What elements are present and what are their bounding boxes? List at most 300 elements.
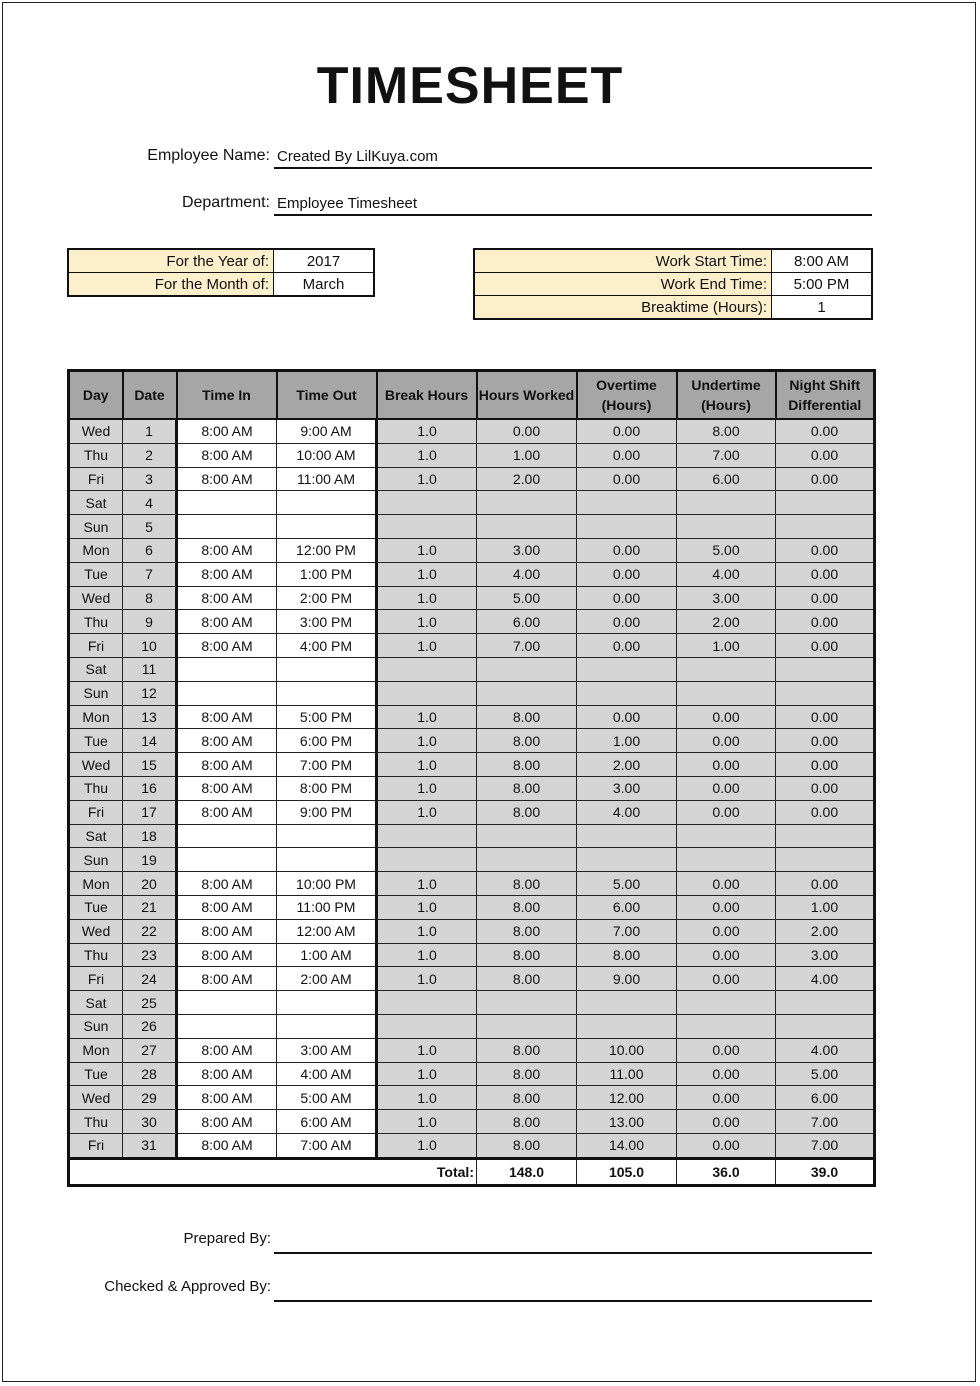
cell-time-out[interactable]: 10:00 PM <box>277 872 377 896</box>
cell-break-hours: 1.0 <box>377 967 477 991</box>
cell-overtime: 2.00 <box>577 753 677 777</box>
cell-time-out[interactable]: 1:00 PM <box>277 562 377 586</box>
cell-time-out[interactable]: 3:00 PM <box>277 610 377 634</box>
total-label: Total: <box>69 1158 477 1185</box>
department-row <box>0 194 980 218</box>
cell-undertime: 0.00 <box>677 943 776 967</box>
cell-date: 14 <box>123 729 177 753</box>
work-end-value[interactable]: 5:00 PM <box>772 273 873 296</box>
cell-time-out[interactable]: 6:00 AM <box>277 1110 377 1134</box>
table-row <box>69 657 875 681</box>
cell-overtime: 10.00 <box>577 1038 677 1062</box>
cell-time-in[interactable] <box>177 848 277 872</box>
table-row <box>69 443 875 467</box>
column-header-day: Day <box>69 371 123 420</box>
table-row <box>69 610 875 634</box>
table-row <box>69 538 875 562</box>
table-row <box>69 729 875 753</box>
cell-time-in[interactable]: 8:00 AM <box>177 562 277 586</box>
cell-night-shift: 0.00 <box>776 419 875 443</box>
cell-time-in[interactable]: 8:00 AM <box>177 919 277 943</box>
table-row <box>69 681 875 705</box>
cell-date: 30 <box>123 1110 177 1134</box>
table-row <box>69 991 875 1015</box>
total-night-shift: 39.0 <box>776 1158 875 1185</box>
table-row <box>69 1062 875 1086</box>
cell-overtime <box>577 515 677 539</box>
table-row <box>69 562 875 586</box>
cell-time-out[interactable] <box>277 848 377 872</box>
cell-break-hours: 1.0 <box>377 634 477 658</box>
cell-time-in[interactable]: 8:00 AM <box>177 1038 277 1062</box>
cell-undertime: 6.00 <box>677 467 776 491</box>
cell-overtime: 1.00 <box>577 729 677 753</box>
cell-time-in[interactable]: 8:00 AM <box>177 586 277 610</box>
cell-break-hours: 1.0 <box>377 895 477 919</box>
year-value[interactable]: 2017 <box>274 249 375 273</box>
cell-hours-worked: 8.00 <box>477 776 577 800</box>
cell-night-shift <box>776 515 875 539</box>
cell-time-in[interactable]: 8:00 AM <box>177 610 277 634</box>
cell-undertime: 0.00 <box>677 1133 776 1158</box>
cell-time-in[interactable] <box>177 681 277 705</box>
cell-night-shift: 6.00 <box>776 1086 875 1110</box>
cell-undertime: 0.00 <box>677 1038 776 1062</box>
cell-undertime <box>677 848 776 872</box>
cell-hours-worked: 3.00 <box>477 538 577 562</box>
cell-date: 20 <box>123 872 177 896</box>
cell-night-shift: 0.00 <box>776 776 875 800</box>
cell-day: Wed <box>69 586 123 610</box>
cell-break-hours: 1.0 <box>377 586 477 610</box>
table-row <box>69 634 875 658</box>
cell-time-out[interactable]: 10:00 AM <box>277 443 377 467</box>
cell-undertime <box>677 991 776 1015</box>
cell-day: Thu <box>69 943 123 967</box>
breaktime-label: Breaktime (Hours): <box>474 296 772 320</box>
cell-time-in[interactable]: 8:00 AM <box>177 967 277 991</box>
cell-day: Fri <box>69 967 123 991</box>
cell-time-in[interactable] <box>177 1014 277 1038</box>
cell-time-out[interactable]: 5:00 PM <box>277 705 377 729</box>
cell-day: Sat <box>69 991 123 1015</box>
cell-undertime: 0.00 <box>677 967 776 991</box>
column-header-break-hours: Break Hours <box>377 371 477 420</box>
cell-overtime: 0.00 <box>577 586 677 610</box>
cell-hours-worked: 8.00 <box>477 800 577 824</box>
column-header-night-shift-differential: Night Shift Differential <box>776 371 875 420</box>
cell-break-hours: 1.0 <box>377 705 477 729</box>
cell-break-hours: 1.0 <box>377 1038 477 1062</box>
cell-overtime: 4.00 <box>577 800 677 824</box>
cell-time-in[interactable]: 8:00 AM <box>177 467 277 491</box>
cell-night-shift: 0.00 <box>776 872 875 896</box>
prepared-by-row <box>0 1230 980 1254</box>
cell-break-hours: 1.0 <box>377 419 477 443</box>
cell-date: 31 <box>123 1133 177 1158</box>
table-row <box>69 895 875 919</box>
cell-break-hours: 1.0 <box>377 1062 477 1086</box>
cell-break-hours: 1.0 <box>377 538 477 562</box>
cell-undertime: 0.00 <box>677 1062 776 1086</box>
cell-time-in[interactable]: 8:00 AM <box>177 800 277 824</box>
cell-date: 16 <box>123 776 177 800</box>
cell-undertime: 5.00 <box>677 538 776 562</box>
cell-night-shift: 3.00 <box>776 943 875 967</box>
table-row <box>69 919 875 943</box>
cell-day: Sun <box>69 848 123 872</box>
total-overtime: 105.0 <box>577 1158 677 1185</box>
month-label: For the Month of: <box>68 273 274 297</box>
cell-break-hours <box>377 515 477 539</box>
cell-undertime: 0.00 <box>677 895 776 919</box>
cell-overtime: 0.00 <box>577 467 677 491</box>
cell-undertime: 0.00 <box>677 872 776 896</box>
breaktime-value[interactable]: 1 <box>772 296 873 320</box>
cell-day: Sat <box>69 657 123 681</box>
cell-night-shift: 4.00 <box>776 1038 875 1062</box>
cell-break-hours: 1.0 <box>377 943 477 967</box>
cell-time-in[interactable] <box>177 491 277 515</box>
cell-night-shift <box>776 824 875 848</box>
table-header-row <box>69 371 875 420</box>
cell-undertime <box>677 1014 776 1038</box>
cell-time-out[interactable]: 11:00 AM <box>277 467 377 491</box>
department-label: Department: <box>181 194 270 211</box>
cell-day: Thu <box>69 443 123 467</box>
cell-date: 28 <box>123 1062 177 1086</box>
column-header-undertime-hours: Undertime (Hours) <box>677 371 776 420</box>
cell-day: Thu <box>69 610 123 634</box>
cell-time-in[interactable]: 8:00 AM <box>177 538 277 562</box>
cell-time-in[interactable] <box>177 657 277 681</box>
cell-undertime <box>677 491 776 515</box>
cell-time-in[interactable]: 8:00 AM <box>177 1062 277 1086</box>
employee-name-field[interactable]: Created By LilKuya.com <box>274 147 872 169</box>
cell-time-in[interactable]: 8:00 AM <box>177 753 277 777</box>
table-row <box>69 1086 875 1110</box>
cell-undertime: 0.00 <box>677 1110 776 1134</box>
approved-by-signature-line[interactable] <box>274 1300 872 1302</box>
cell-hours-worked: 8.00 <box>477 1110 577 1134</box>
cell-night-shift <box>776 991 875 1015</box>
cell-night-shift: 0.00 <box>776 586 875 610</box>
cell-hours-worked: 8.00 <box>477 1038 577 1062</box>
cell-night-shift: 0.00 <box>776 705 875 729</box>
cell-night-shift: 0.00 <box>776 729 875 753</box>
table-row <box>69 848 875 872</box>
cell-date: 5 <box>123 515 177 539</box>
column-header-time-out: Time Out <box>277 371 377 420</box>
table-row <box>69 753 875 777</box>
cell-overtime: 0.00 <box>577 705 677 729</box>
cell-overtime: 7.00 <box>577 919 677 943</box>
cell-break-hours: 1.0 <box>377 1110 477 1134</box>
cell-break-hours: 1.0 <box>377 729 477 753</box>
cell-overtime <box>577 657 677 681</box>
cell-night-shift: 0.00 <box>776 753 875 777</box>
cell-day: Wed <box>69 419 123 443</box>
period-table <box>67 248 375 297</box>
cell-hours-worked <box>477 491 577 515</box>
cell-day: Thu <box>69 776 123 800</box>
work-start-label: Work Start Time: <box>474 249 772 273</box>
table-row <box>69 705 875 729</box>
cell-day: Wed <box>69 753 123 777</box>
cell-undertime: 7.00 <box>677 443 776 467</box>
cell-date: 7 <box>123 562 177 586</box>
cell-time-out[interactable]: 2:00 AM <box>277 967 377 991</box>
cell-overtime: 5.00 <box>577 872 677 896</box>
cell-break-hours <box>377 824 477 848</box>
cell-day: Mon <box>69 872 123 896</box>
cell-date: 25 <box>123 991 177 1015</box>
table-row <box>69 419 875 443</box>
year-label: For the Year of: <box>68 249 274 273</box>
cell-overtime: 8.00 <box>577 943 677 967</box>
cell-time-out[interactable]: 6:00 PM <box>277 729 377 753</box>
column-header-hours-worked: Hours Worked <box>477 371 577 420</box>
cell-time-out[interactable] <box>277 824 377 848</box>
cell-night-shift: 5.00 <box>776 1062 875 1086</box>
cell-undertime <box>677 657 776 681</box>
cell-time-in[interactable]: 8:00 AM <box>177 776 277 800</box>
cell-time-in[interactable]: 8:00 AM <box>177 1133 277 1158</box>
cell-time-in[interactable]: 8:00 AM <box>177 419 277 443</box>
cell-time-in[interactable]: 8:00 AM <box>177 1086 277 1110</box>
cell-time-out[interactable] <box>277 991 377 1015</box>
cell-day: Tue <box>69 895 123 919</box>
cell-night-shift: 0.00 <box>776 538 875 562</box>
cell-time-in[interactable] <box>177 991 277 1015</box>
cell-undertime <box>677 681 776 705</box>
employee-name-row <box>0 147 980 171</box>
cell-date: 3 <box>123 467 177 491</box>
cell-time-out[interactable] <box>277 491 377 515</box>
cell-break-hours: 1.0 <box>377 610 477 634</box>
total-undertime: 36.0 <box>677 1158 776 1185</box>
table-row <box>69 586 875 610</box>
cell-time-out[interactable]: 9:00 PM <box>277 800 377 824</box>
cell-time-out[interactable]: 4:00 PM <box>277 634 377 658</box>
cell-overtime: 3.00 <box>577 776 677 800</box>
cell-undertime: 8.00 <box>677 419 776 443</box>
cell-time-out[interactable]: 7:00 AM <box>277 1133 377 1158</box>
column-header-time-in: Time In <box>177 371 277 420</box>
cell-night-shift: 0.00 <box>776 562 875 586</box>
page-title: TIMESHEET <box>316 57 624 115</box>
cell-hours-worked: 8.00 <box>477 872 577 896</box>
cell-night-shift <box>776 681 875 705</box>
cell-day: Wed <box>69 1086 123 1110</box>
cell-break-hours: 1.0 <box>377 562 477 586</box>
cell-time-in[interactable]: 8:00 AM <box>177 634 277 658</box>
cell-hours-worked <box>477 657 577 681</box>
cell-undertime: 0.00 <box>677 919 776 943</box>
cell-time-out[interactable]: 8:00 PM <box>277 776 377 800</box>
cell-day: Fri <box>69 800 123 824</box>
cell-night-shift: 2.00 <box>776 919 875 943</box>
cell-night-shift: 4.00 <box>776 967 875 991</box>
cell-break-hours: 1.0 <box>377 776 477 800</box>
cell-time-in[interactable]: 8:00 AM <box>177 1110 277 1134</box>
cell-break-hours: 1.0 <box>377 919 477 943</box>
cell-day: Sun <box>69 681 123 705</box>
cell-break-hours <box>377 681 477 705</box>
cell-date: 11 <box>123 657 177 681</box>
cell-hours-worked: 8.00 <box>477 1086 577 1110</box>
cell-time-out[interactable] <box>277 657 377 681</box>
cell-night-shift: 0.00 <box>776 610 875 634</box>
cell-hours-worked: 8.00 <box>477 1133 577 1158</box>
cell-undertime: 1.00 <box>677 634 776 658</box>
cell-night-shift: 0.00 <box>776 634 875 658</box>
cell-undertime: 0.00 <box>677 753 776 777</box>
cell-time-in[interactable] <box>177 824 277 848</box>
cell-overtime: 0.00 <box>577 538 677 562</box>
cell-time-in[interactable]: 8:00 AM <box>177 895 277 919</box>
cell-day: Sat <box>69 824 123 848</box>
cell-break-hours: 1.0 <box>377 443 477 467</box>
cell-day: Tue <box>69 1062 123 1086</box>
cell-hours-worked: 8.00 <box>477 919 577 943</box>
cell-date: 21 <box>123 895 177 919</box>
column-header-overtime-hours: Overtime (Hours) <box>577 371 677 420</box>
cell-time-in[interactable] <box>177 515 277 539</box>
employee-name-label: Employee Name: <box>147 147 270 164</box>
cell-break-hours: 1.0 <box>377 467 477 491</box>
cell-date: 22 <box>123 919 177 943</box>
cell-day: Mon <box>69 1038 123 1062</box>
cell-night-shift <box>776 1014 875 1038</box>
cell-hours-worked: 4.00 <box>477 562 577 586</box>
cell-day: Wed <box>69 919 123 943</box>
cell-day: Sat <box>69 491 123 515</box>
cell-hours-worked: 2.00 <box>477 467 577 491</box>
cell-day: Fri <box>69 634 123 658</box>
cell-overtime: 0.00 <box>577 443 677 467</box>
timesheet-table <box>67 369 876 1187</box>
cell-night-shift: 0.00 <box>776 800 875 824</box>
cell-date: 29 <box>123 1086 177 1110</box>
cell-date: 19 <box>123 848 177 872</box>
table-row <box>69 1110 875 1134</box>
cell-time-out[interactable] <box>277 515 377 539</box>
cell-time-out[interactable] <box>277 681 377 705</box>
cell-date: 4 <box>123 491 177 515</box>
cell-time-out[interactable]: 7:00 PM <box>277 753 377 777</box>
work-start-value[interactable]: 8:00 AM <box>772 249 873 273</box>
cell-break-hours <box>377 657 477 681</box>
table-row <box>69 967 875 991</box>
cell-time-out[interactable]: 12:00 PM <box>277 538 377 562</box>
month-value[interactable]: March <box>274 273 375 297</box>
cell-overtime: 0.00 <box>577 419 677 443</box>
cell-hours-worked <box>477 991 577 1015</box>
table-row <box>69 800 875 824</box>
approved-by-label: Checked & Approved By: <box>104 1278 271 1295</box>
cell-date: 2 <box>123 443 177 467</box>
cell-time-out[interactable] <box>277 1014 377 1038</box>
cell-hours-worked <box>477 681 577 705</box>
cell-time-out[interactable]: 4:00 AM <box>277 1062 377 1086</box>
cell-night-shift: 7.00 <box>776 1110 875 1134</box>
cell-time-in[interactable]: 8:00 AM <box>177 729 277 753</box>
cell-overtime <box>577 1014 677 1038</box>
cell-time-in[interactable]: 8:00 AM <box>177 872 277 896</box>
cell-undertime: 0.00 <box>677 705 776 729</box>
table-row <box>69 824 875 848</box>
cell-time-in[interactable]: 8:00 AM <box>177 943 277 967</box>
cell-time-out[interactable]: 9:00 AM <box>277 419 377 443</box>
totals-row <box>69 1158 875 1185</box>
cell-undertime: 0.00 <box>677 776 776 800</box>
cell-date: 15 <box>123 753 177 777</box>
cell-time-out[interactable]: 3:00 AM <box>277 1038 377 1062</box>
cell-night-shift <box>776 491 875 515</box>
cell-overtime: 6.00 <box>577 895 677 919</box>
cell-time-out[interactable]: 1:00 AM <box>277 943 377 967</box>
cell-hours-worked: 8.00 <box>477 895 577 919</box>
cell-undertime: 0.00 <box>677 800 776 824</box>
cell-time-in[interactable]: 8:00 AM <box>177 705 277 729</box>
cell-break-hours <box>377 491 477 515</box>
cell-hours-worked: 8.00 <box>477 1062 577 1086</box>
cell-break-hours: 1.0 <box>377 1086 477 1110</box>
table-row <box>69 1038 875 1062</box>
cell-date: 10 <box>123 634 177 658</box>
cell-undertime: 0.00 <box>677 1086 776 1110</box>
cell-undertime: 4.00 <box>677 562 776 586</box>
prepared-by-label: Prepared By: <box>183 1230 271 1247</box>
cell-overtime: 0.00 <box>577 610 677 634</box>
cell-break-hours <box>377 991 477 1015</box>
cell-date: 13 <box>123 705 177 729</box>
cell-time-out[interactable]: 5:00 AM <box>277 1086 377 1110</box>
cell-time-out[interactable]: 12:00 AM <box>277 919 377 943</box>
cell-night-shift: 1.00 <box>776 895 875 919</box>
cell-time-out[interactable]: 2:00 PM <box>277 586 377 610</box>
cell-day: Tue <box>69 562 123 586</box>
cell-night-shift <box>776 848 875 872</box>
table-row <box>69 491 875 515</box>
column-header-date: Date <box>123 371 177 420</box>
cell-date: 6 <box>123 538 177 562</box>
cell-date: 18 <box>123 824 177 848</box>
cell-time-in[interactable]: 8:00 AM <box>177 443 277 467</box>
cell-date: 26 <box>123 1014 177 1038</box>
department-field[interactable]: Employee Timesheet <box>274 194 872 216</box>
cell-time-out[interactable]: 11:00 PM <box>277 895 377 919</box>
cell-overtime <box>577 824 677 848</box>
cell-hours-worked <box>477 1014 577 1038</box>
cell-hours-worked: 8.00 <box>477 729 577 753</box>
cell-date: 24 <box>123 967 177 991</box>
cell-day: Mon <box>69 538 123 562</box>
cell-date: 12 <box>123 681 177 705</box>
cell-overtime: 12.00 <box>577 1086 677 1110</box>
cell-day: Tue <box>69 729 123 753</box>
cell-date: 17 <box>123 800 177 824</box>
cell-night-shift: 0.00 <box>776 467 875 491</box>
cell-date: 23 <box>123 943 177 967</box>
total-hours-worked: 148.0 <box>477 1158 577 1185</box>
prepared-by-signature-line[interactable] <box>274 1252 872 1254</box>
cell-break-hours: 1.0 <box>377 800 477 824</box>
cell-date: 9 <box>123 610 177 634</box>
cell-undertime: 3.00 <box>677 586 776 610</box>
cell-overtime <box>577 991 677 1015</box>
